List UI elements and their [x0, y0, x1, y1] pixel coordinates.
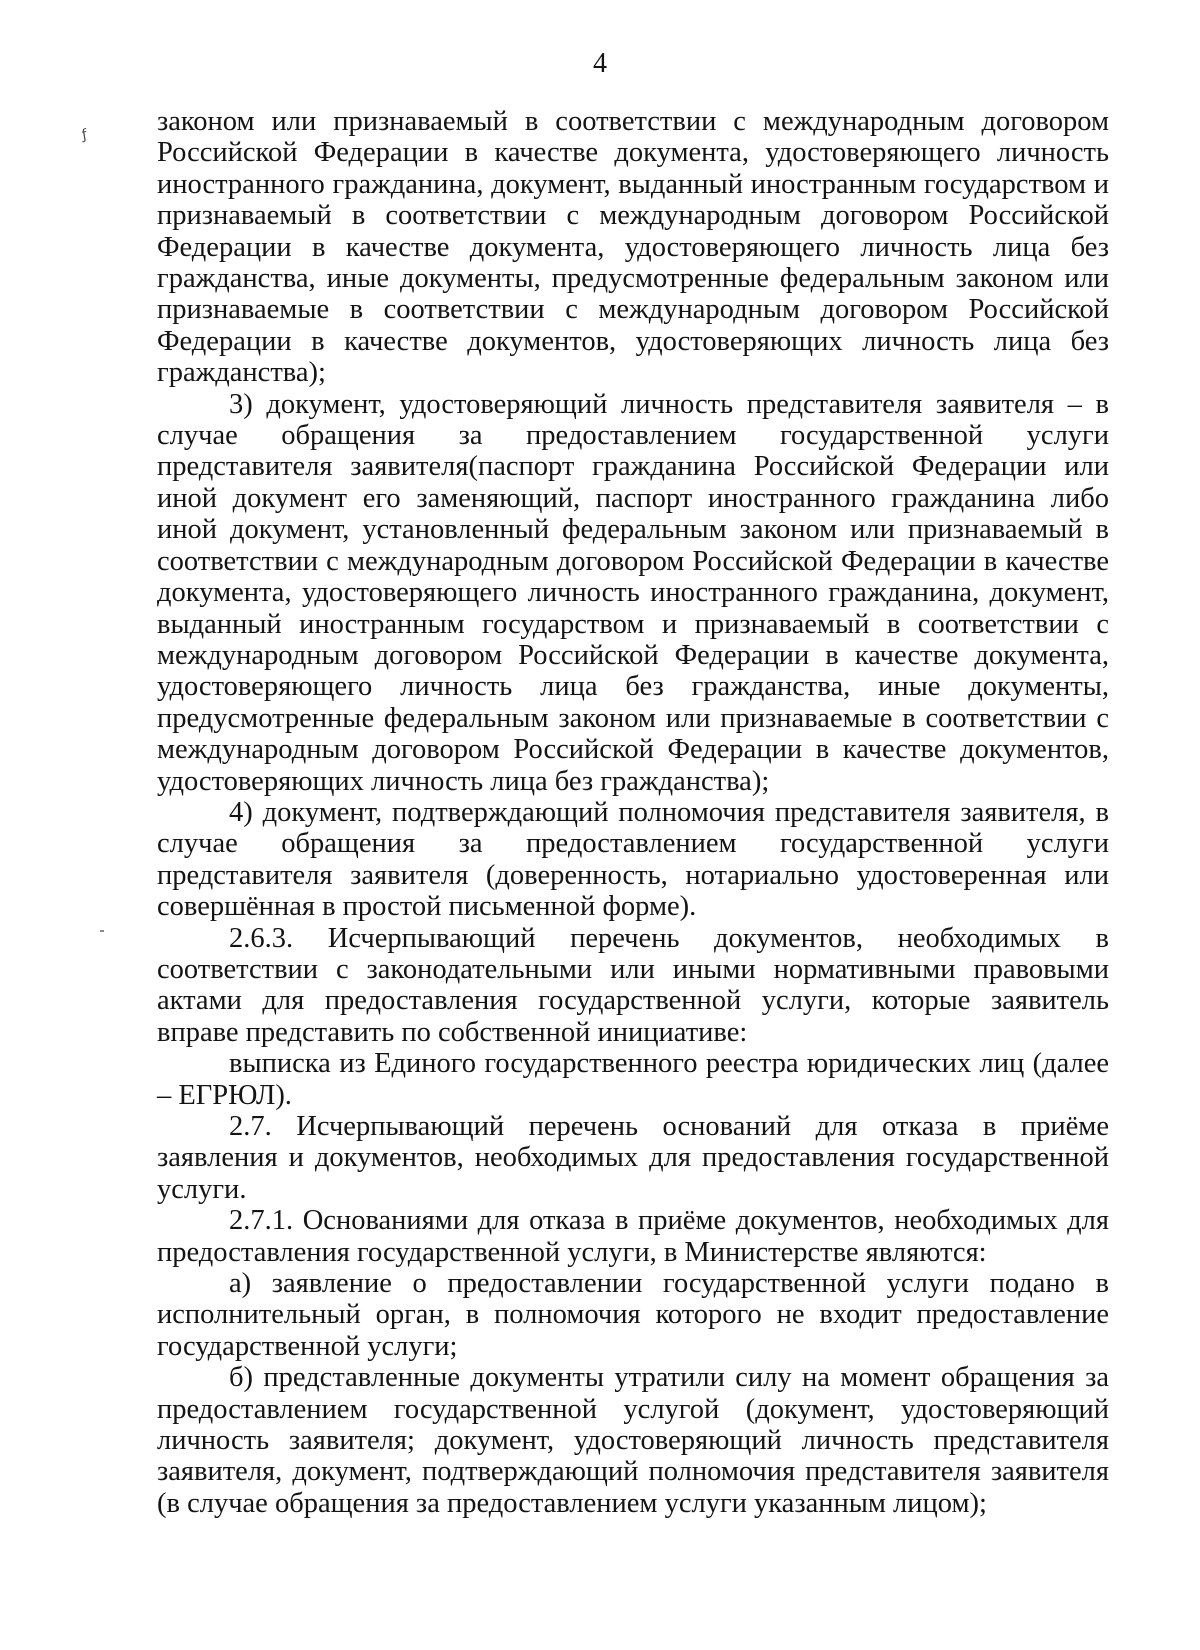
- paragraph-egrul-extract: выписка из Единого государственного реестра юридических лиц (далее – ЕГРЮЛ).: [157, 1048, 1109, 1111]
- paragraph-item-4: 4) документ, подтверждающий полномочия представителя заявителя, в случае обращения за предоставлением государственной услуги представителя заявителя (доверенность, нотариально удостоверенная или совершённая в простой письменной форме).: [157, 796, 1109, 923]
- paragraph-section-2-7-1: 2.7.1. Основаниями для отказа в приёме документов, необходимых для предоставления государственной услуги, в Министерстве являются:: [157, 1205, 1109, 1268]
- paragraph-item-a: а) заявление о предоставлении государственной услуги подано в исполнительный орган, в полномочия которого не входит предоставление государственной услуги;: [157, 1268, 1109, 1362]
- paragraph-continuation: законом или признаваемый в соответствии с международным договором Российской Федерации в качестве документа, удостоверяющего личность иностранного гражданина, документ, выданный иностранным государством и признаваемый в соответствии с международным договором Российской Федерации в качестве документа, удостоверяющего личность лица без гражданства, иные документы, предусмотренные федеральным законом или признаваемые в соответствии с международным договором Российской Федерации в качестве документов, удостоверяющих личность лица без гражданства);: [157, 106, 1109, 389]
- page-number: 4: [593, 48, 607, 79]
- paragraph-item-3: 3) документ, удостоверяющий личность представителя заявителя – в случае обращения за предоставлением государственной услуги представителя заявителя(паспорт гражданина Российской Федерации или иной документ его заменяющий, паспорт иностранного гражданина либо иной документ, установленный федеральным законом или признаваемый в соответствии с международным договором Российской Федерации в качестве документа, удостоверяющего личность иностранного гражданина, документ, выданный иностранным государством и признаваемый в соответствии с международным договором Российской Федерации в качестве документа, удостоверяющего личность лица без гражданства, иные документы, предусмотренные федеральным законом или признаваемые в соответствии с международным договором Российской Федерации в качестве документов, удостоверяющих личность лица без гражданства);: [157, 388, 1109, 797]
- paragraph-item-b: б) представленные документы утратили силу на момент обращения за предоставлением государственной услугой (документ, удостоверяющий личность заявителя; документ, удостоверяющий личность представителя заявителя, документ, подтверждающий полномочия представителя заявителя (в случае обращения за предоставлением услуги указанным лицом);: [157, 1362, 1109, 1519]
- scan-artifact-mark: ƒ: [80, 126, 89, 144]
- paragraph-section-2-7: 2.7. Исчерпывающий перечень оснований для отказа в приёме заявления и документов, необходимых для предоставления государственной услуги.: [157, 1111, 1109, 1205]
- paragraph-section-2-6-3: 2.6.3. Исчерпывающий перечень документов, необходимых в соответствии с законодательными или иными нормативными правовыми актами для предоставления государственной услуги, которые заявитель вправе представить по собственной инициативе:: [157, 922, 1109, 1048]
- scan-artifact-dash: [100, 930, 104, 932]
- document-body: [157, 106, 1109, 1519]
